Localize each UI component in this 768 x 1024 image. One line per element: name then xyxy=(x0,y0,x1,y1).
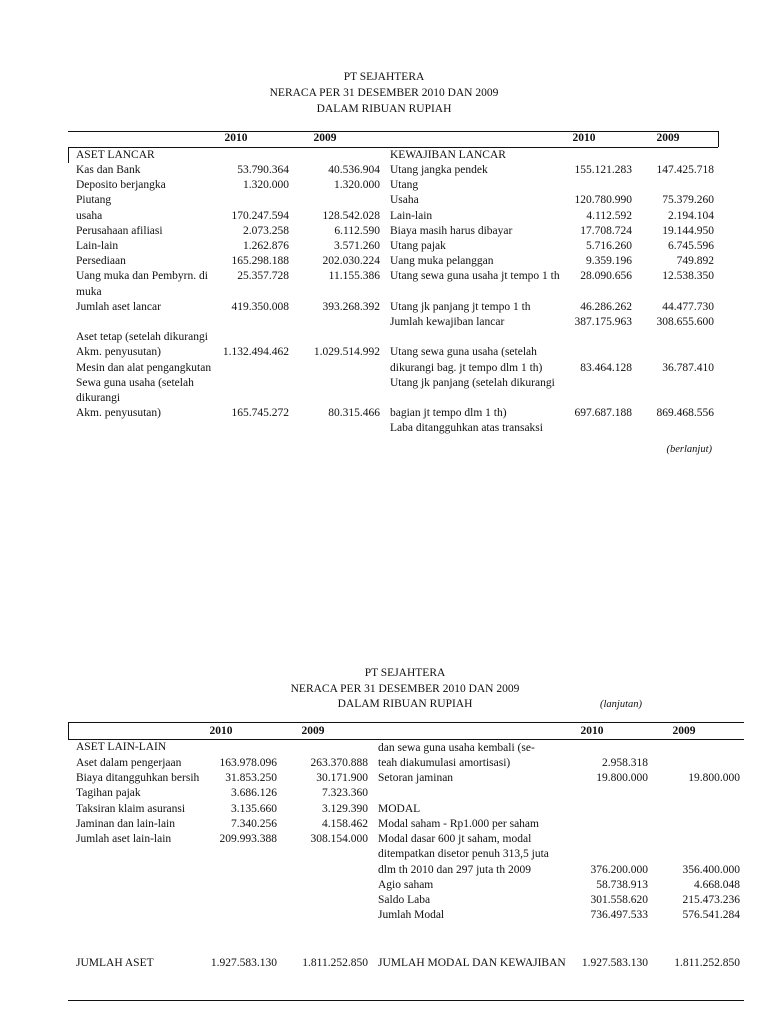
row-label: Modal dasar 600 jt saham, modal xyxy=(378,833,532,846)
page-1-subtitle: NERACA PER 31 DESEMBER 2010 DAN 2009 xyxy=(269,87,499,99)
header-2010-right: 2010 xyxy=(572,132,596,144)
row-label: usaha xyxy=(76,209,103,222)
row-value-2010: 3.686.126 xyxy=(231,787,277,800)
row-value-2010: 1.132.494.462 xyxy=(222,346,289,359)
row-label: dan sewa guna usaha kembali (se- xyxy=(378,742,535,754)
row-value-2009: 80.315.466 xyxy=(328,407,380,420)
row-label: Agio saham xyxy=(378,878,434,891)
row-label: Taksiran klaim asuransi xyxy=(76,802,186,815)
total-assets-label: JUMLAH ASET xyxy=(76,957,154,969)
row-value-2010: 31.853.250 xyxy=(225,772,277,785)
row-label: Jumlah Modal xyxy=(378,909,445,922)
row-value-2010: 170.247.594 xyxy=(231,209,289,222)
total-equity-liabilities-2010: 1.927.583.130 xyxy=(581,957,648,969)
row-value-2009: 308.655.600 xyxy=(656,316,714,328)
page-1-unit: DALAM RIBUAN RUPIAH xyxy=(316,103,452,115)
row-value-2010: 697.687.188 xyxy=(574,407,632,420)
row-value-2010: 387.175.963 xyxy=(574,316,632,328)
row-value-2010: 301.558.620 xyxy=(590,894,648,906)
row-value-2009: 19.144.950 xyxy=(662,224,714,237)
row-label: Utang sewa guna usaha jt tempo 1 th xyxy=(390,270,560,283)
row-value-2010: 165.298.188 xyxy=(231,255,289,268)
row-value-2009: 308.154.000 xyxy=(310,833,368,845)
row-value-2009: 1.029.514.992 xyxy=(313,346,380,359)
row-label: Akm. penyusutan) xyxy=(76,346,161,359)
row-label: ditempatkan disetor penuh 313,5 juta xyxy=(378,848,549,861)
row-value-2010: 2.958.318 xyxy=(602,757,648,770)
row-label: Jumlah kewajiban lancar xyxy=(390,316,505,328)
row-label: Mesin dan alat pengangkutan xyxy=(76,361,212,374)
row-label: MODAL xyxy=(378,802,421,815)
row-label: Uang muka pelanggan xyxy=(390,255,494,268)
continued-note: (berlanjut) xyxy=(666,444,712,455)
header2-2010-right: 2010 xyxy=(580,725,604,737)
row-value-2009: 1.320.000 xyxy=(334,179,380,192)
row-value-2009: 2.194.104 xyxy=(668,209,714,222)
row-value-2010: 58.738.913 xyxy=(596,878,648,891)
row-label: Piutang xyxy=(76,194,112,207)
row-label: Lain-lain xyxy=(390,209,433,222)
header2-2009-left: 2009 xyxy=(301,725,325,737)
row-label: Lain-lain xyxy=(76,240,119,252)
row-value-2010: 9.359.196 xyxy=(586,255,632,268)
row-label: Aset tetap (setelah dikurangi xyxy=(76,331,208,344)
row-value-2010: 53.790.364 xyxy=(237,164,289,176)
table-2-header-rule xyxy=(68,739,744,740)
row-value-2010: 46.286.262 xyxy=(580,300,632,313)
row-label: Sewa guna usaha (setelah xyxy=(76,376,194,389)
table-2-top-rule xyxy=(68,722,744,723)
row-label: Deposito berjangka xyxy=(76,179,166,192)
row-label: Utang pajak xyxy=(390,240,446,252)
row-label: Jumlah aset lancar xyxy=(76,300,161,313)
row-value-2009: 30.171.900 xyxy=(316,772,368,785)
page-2-subtitle: NERACA PER 31 DESEMBER 2010 DAN 2009 xyxy=(290,683,520,695)
row-value-2010: 5.716.260 xyxy=(586,240,632,252)
row-value-2010: 28.090.656 xyxy=(580,270,632,283)
row-value-2010: 1.262.876 xyxy=(243,240,289,252)
row-label: Setoran jaminan xyxy=(378,772,454,785)
row-value-2009: 75.379.260 xyxy=(662,194,714,207)
row-label: Aset dalam pengerjaan xyxy=(76,757,182,769)
row-value-2009: 147.425.718 xyxy=(656,164,714,176)
row-label: Saldo Laba xyxy=(378,894,431,906)
row-value-2010: 2.073.258 xyxy=(243,224,289,237)
row-value-2009: 40.536.904 xyxy=(328,164,380,176)
row-value-2009: 6.112.590 xyxy=(334,224,380,237)
row-value-2010: 25.357.728 xyxy=(237,270,289,283)
row-value-2010: 19.800.000 xyxy=(596,772,648,785)
row-value-2010: 3.135.660 xyxy=(231,802,277,815)
row-value-2009: 19.800.000 xyxy=(688,772,740,785)
row-label: Usaha xyxy=(390,194,419,207)
row-label: Modal saham - Rp1.000 per saham xyxy=(378,818,539,830)
section-aset-lain-lain: ASET LAIN-LAIN xyxy=(76,741,167,753)
header-2009-left: 2009 xyxy=(313,132,337,144)
row-label: Jaminan dan lain-lain xyxy=(76,817,175,830)
section-aset-lancar: ASET LANCAR xyxy=(76,149,155,161)
row-value-2010: 376.200.000 xyxy=(590,863,648,876)
row-label: dikurangi xyxy=(76,392,121,404)
row-value-2009: 4.158.462 xyxy=(322,817,368,830)
row-label: Utang jk panjang (setelah dikurangi xyxy=(390,376,555,389)
row-value-2010: 209.993.388 xyxy=(219,833,277,845)
row-value-2009: 576.541.284 xyxy=(682,909,740,922)
row-value-2009: 6.745.596 xyxy=(668,240,714,252)
row-label: Akm. penyusutan) xyxy=(76,407,161,420)
row-value-2009: 12.538.350 xyxy=(662,270,714,283)
row-label: Tagihan pajak xyxy=(76,787,141,800)
row-label: Jumlah aset lain-lain xyxy=(76,833,172,845)
row-value-2009: 202.030.224 xyxy=(322,255,380,268)
row-value-2009: 44.477.730 xyxy=(662,300,714,313)
row-value-2010: 7.340.256 xyxy=(231,817,277,830)
row-value-2010: 1.320.000 xyxy=(243,179,289,192)
total-equity-liabilities-label: JUMLAH MODAL DAN KEWAJIBAN xyxy=(378,957,566,969)
row-label: bagian jt tempo dlm 1 th) xyxy=(390,407,507,420)
row-value-2009: 749.892 xyxy=(676,255,714,268)
row-label: Utang xyxy=(390,179,419,192)
row-value-2010: 17.708.724 xyxy=(580,224,632,237)
page-2-unit: DALAM RIBUAN RUPIAH xyxy=(337,698,473,710)
row-value-2009: 128.542.028 xyxy=(322,209,380,222)
row-label: Utang sewa guna usaha (setelah xyxy=(390,346,537,359)
row-value-2009: 3.571.260 xyxy=(334,240,380,252)
row-label: Kas dan Bank xyxy=(76,164,141,176)
table-top-rule xyxy=(68,131,718,132)
row-label: Biaya ditangguhkan bersih xyxy=(76,772,200,785)
row-label: Perusahaan afiliasi xyxy=(76,224,163,237)
row-label: dikurangi bag. jt tempo dlm 1 th) xyxy=(390,361,543,374)
row-label: muka xyxy=(76,285,102,298)
header2-2010-left: 2010 xyxy=(209,725,233,737)
row-label: Laba ditangguhkan atas transaksi xyxy=(390,422,543,435)
row-value-2010: 163.978.096 xyxy=(219,757,277,769)
left-border xyxy=(68,147,69,163)
row-value-2010: 419.350.008 xyxy=(231,300,289,313)
row-value-2009: 393.268.392 xyxy=(322,300,380,313)
row-value-2009: 263.370.888 xyxy=(310,757,368,769)
header-2010-left: 2010 xyxy=(224,132,248,144)
row-value-2010: 155.121.283 xyxy=(574,164,632,176)
row-label: Biaya masih harus dibayar xyxy=(390,224,513,237)
row-label: Uang muka dan Pembyrn. di xyxy=(76,270,208,283)
total-equity-liabilities-2009: 1.811.252.850 xyxy=(674,957,740,969)
row-value-2010: 736.497.533 xyxy=(590,909,648,922)
row-value-2010: 165.745.272 xyxy=(231,407,289,420)
continuation-note: (lanjutan) xyxy=(600,699,642,710)
row-value-2009: 11.155.386 xyxy=(328,270,380,283)
table-2-bottom-rule xyxy=(68,1000,744,1001)
row-value-2009: 36.787.410 xyxy=(662,361,714,374)
row-value-2009: 356.400.000 xyxy=(682,863,740,876)
row-value-2009: 4.668.048 xyxy=(694,878,740,891)
row-value-2009: 215.473.236 xyxy=(682,894,740,906)
row-value-2009: 7.323.360 xyxy=(322,787,368,800)
row-value-2009: 3.129.390 xyxy=(322,802,368,815)
row-value-2010: 4.112.592 xyxy=(586,209,632,222)
right-border xyxy=(718,131,719,147)
row-label: Utang jangka pendek xyxy=(390,164,488,176)
row-value-2009: 869.468.556 xyxy=(656,407,714,420)
row-label: teah diakumulasi amortisasi) xyxy=(378,757,511,770)
section-kewajiban-lancar: KEWAJIBAN LANCAR xyxy=(390,149,506,161)
header2-2009-right: 2009 xyxy=(672,725,696,737)
header-2009-right: 2009 xyxy=(656,132,680,144)
row-label: dlm th 2010 dan 297 juta th 2009 xyxy=(378,863,532,876)
total-assets-2010: 1.927.583.130 xyxy=(210,957,277,969)
page-2-title: PT SEJAHTERA xyxy=(364,667,446,679)
row-label: Persediaan xyxy=(76,255,126,268)
row-value-2010: 83.464.128 xyxy=(580,361,632,374)
table-2-left-border xyxy=(68,722,69,739)
total-assets-2009: 1.811.252.850 xyxy=(302,957,368,969)
row-label: Utang jk panjang jt tempo 1 th xyxy=(390,300,531,313)
page-1-title: PT SEJAHTERA xyxy=(343,71,425,83)
row-value-2010: 120.780.990 xyxy=(574,194,632,207)
